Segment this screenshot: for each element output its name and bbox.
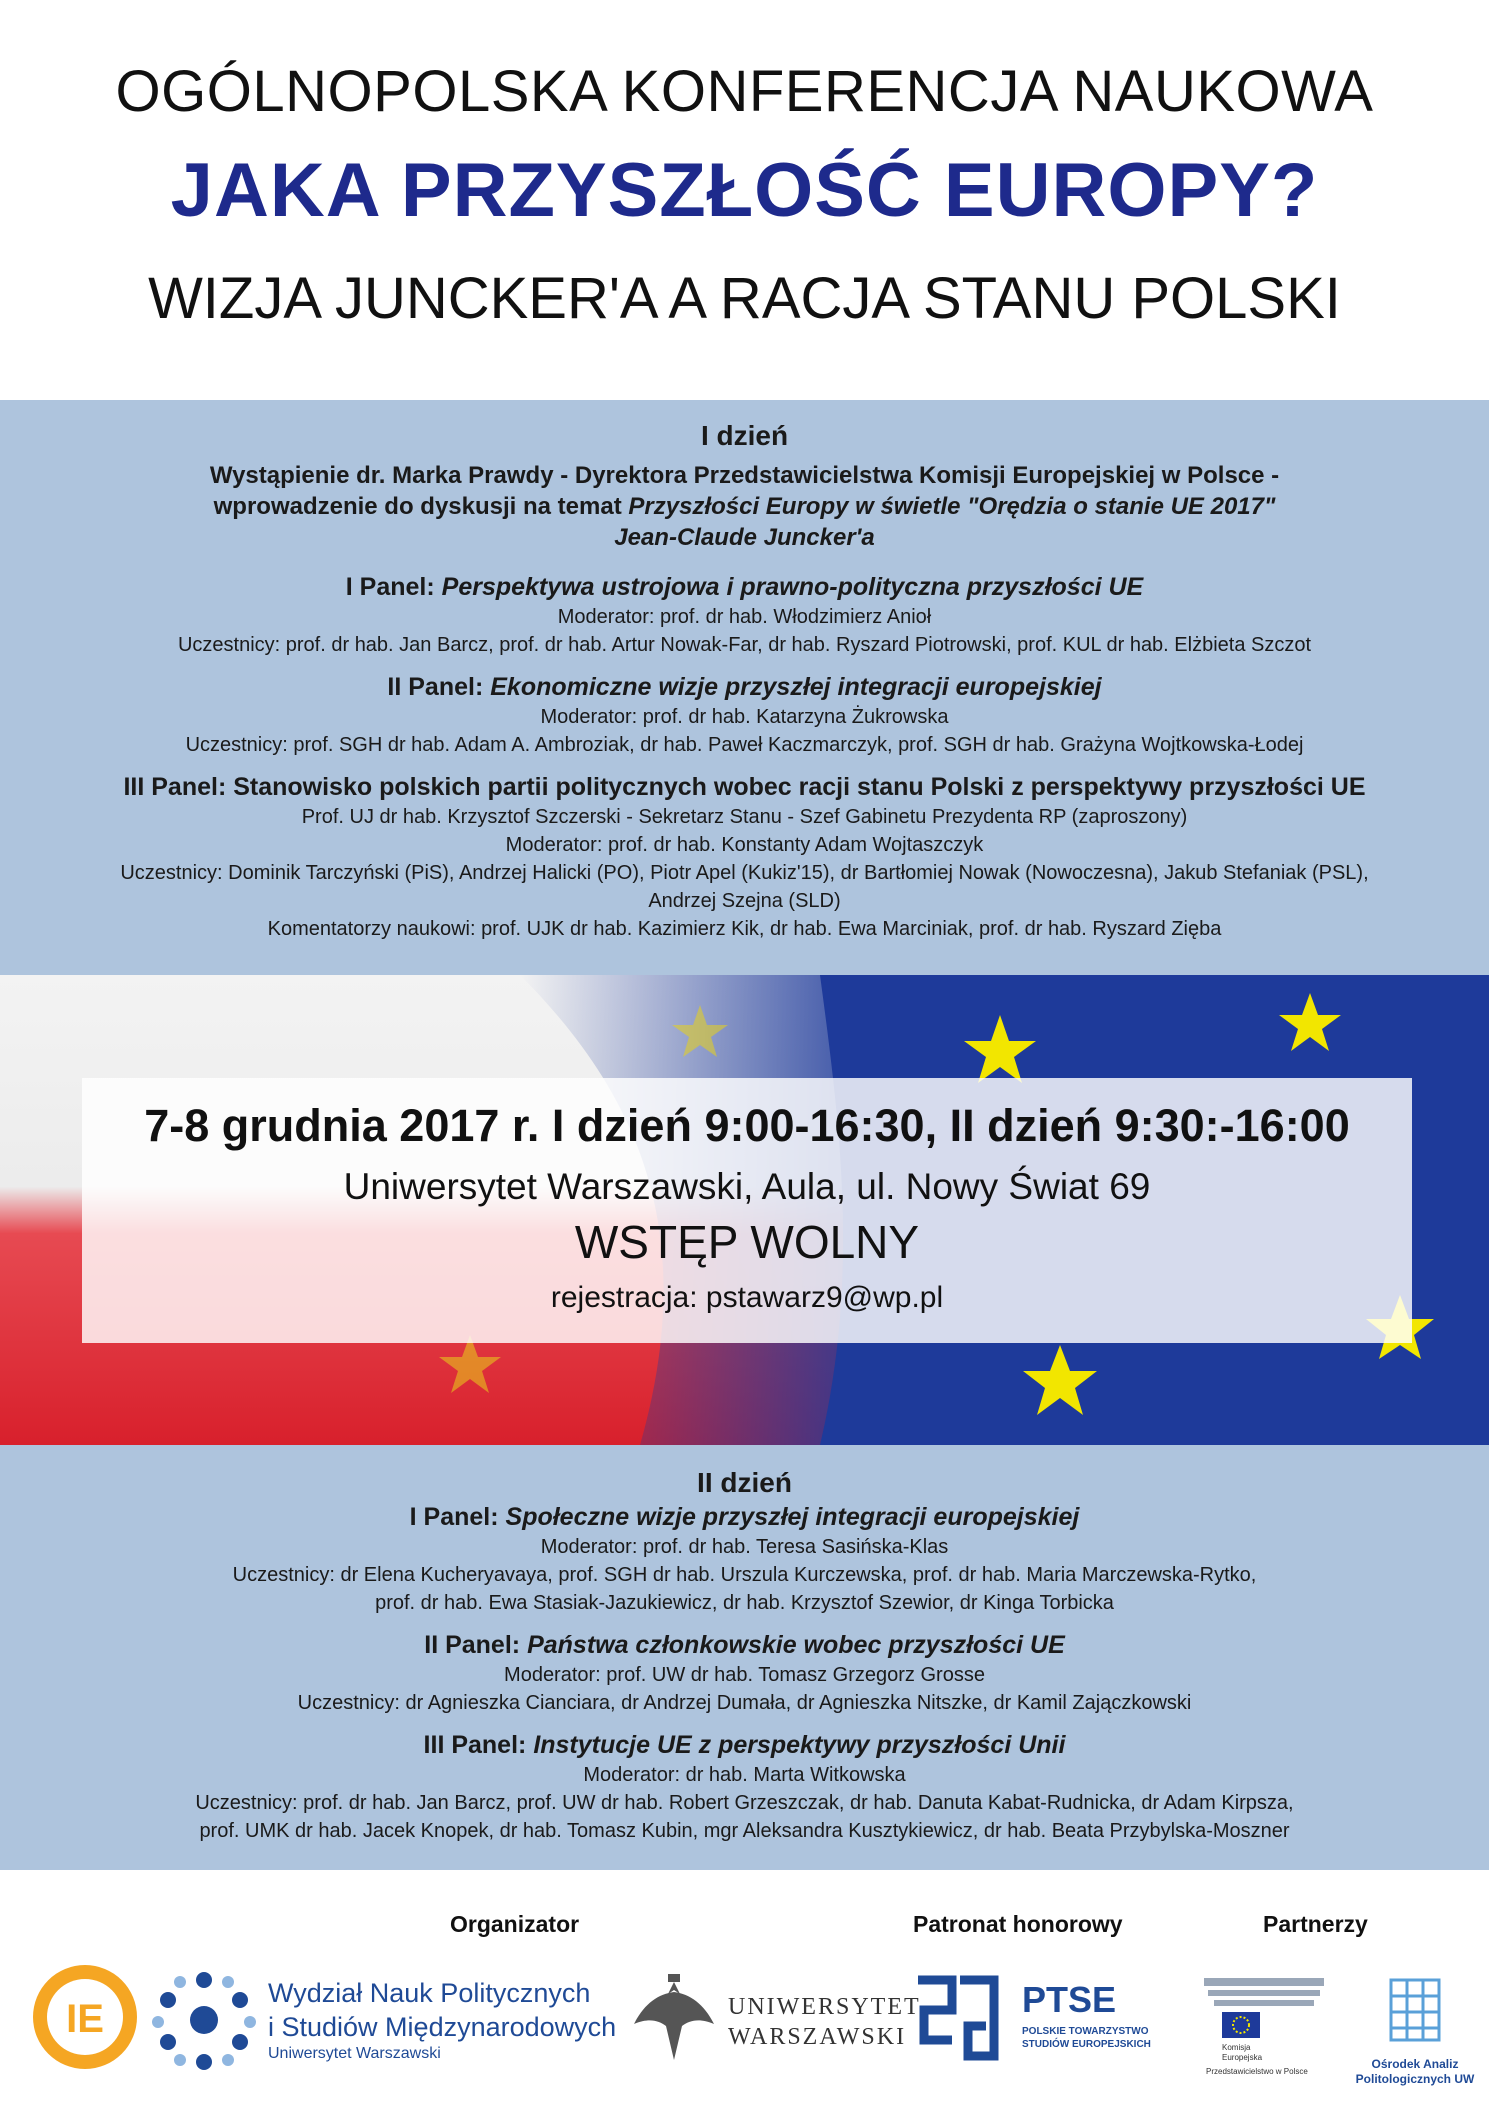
ec-name-line2: Europejska bbox=[1222, 2053, 1263, 2062]
conference-title: JAKA PRZYSZŁOŚĆ EUROPY? bbox=[170, 148, 1319, 233]
day1-program bbox=[0, 400, 1489, 975]
day1-intro-topic: Przyszłości Europy w świetle "Orędzia o stanie UE 2017" bbox=[628, 493, 1276, 520]
wnpism-name-line2: i Studiów Międzynarodowych bbox=[268, 2012, 617, 2042]
day1-intro-line3: Jean-Claude Juncker'a bbox=[614, 524, 875, 551]
osrodek-analiz-line1: Ośrodek Analiz bbox=[1371, 2057, 1459, 2071]
wnpism-name-line1: Wydział Nauk Politycznych bbox=[268, 1978, 591, 2008]
day1-panel3-participants-line2: Andrzej Szejna (SLD) bbox=[648, 890, 841, 912]
day1-intro-line2 bbox=[0, 491, 1489, 522]
day1-panel2-participants: Uczestnicy: prof. SGH dr hab. Adam A. Ambroziak, dr hab. Paweł Kaczmarczyk, prof. SGH dr hab. Grażyna Wojtkowska-Łodej bbox=[185, 734, 1304, 756]
day1-panel1-participants: Uczestnicy: prof. dr hab. Jan Barcz, prof. dr hab. Artur Nowak-Far, dr hab. Ryszard Piotrowski, prof. KUL dr hab. Elżbieta Szczot bbox=[177, 634, 1312, 656]
ptse-logo bbox=[912, 1970, 1160, 2066]
day2-program bbox=[0, 1445, 1489, 1870]
day2-panel1-participants-line2: prof. dr hab. Ewa Stasiak-Jazukiewicz, dr hab. Krzysztof Szewior, dr Kinga Torbicka bbox=[375, 1592, 1114, 1614]
conference-type-heading: OGÓLNOPOLSKA KONFERENCJA NAUKOWA bbox=[115, 59, 1374, 124]
day2-panel1-label: I Panel: bbox=[409, 1503, 506, 1531]
uw-name-line2: WARSZAWSKI bbox=[728, 2024, 907, 2050]
registration-email[interactable]: rejestracja: pstawarz9@wp.pl bbox=[550, 1281, 944, 1314]
day2-panel2-participants: Uczestnicy: dr Agnieszka Cianciara, dr Andrzej Dumała, dr Agnieszka Nitszke, dr Kamil Zajączkowski bbox=[297, 1692, 1192, 1714]
ec-name-line1: Komisja bbox=[1222, 2043, 1251, 2052]
institute-europeistyki-logo bbox=[30, 1962, 140, 2072]
uw-eagle-logo bbox=[628, 1964, 720, 2076]
sponsors-footer bbox=[0, 1870, 1489, 2105]
day2-panel2-label: II Panel: bbox=[424, 1631, 528, 1659]
day2-panel1-participants-line1: Uczestnicy: dr Elena Kucheryavaya, prof. SGH dr hab. Urszula Kurczewska, prof. dr hab. Maria Marczewska-Rytko, bbox=[232, 1564, 1257, 1586]
day1-panel3-participants-line1: Uczestnicy: Dominik Tarczyński (PiS), Andrzej Halicki (PO), Piotr Apel (Kukiz'15), dr Bartłomiej Nowak (Nowoczesna), Jakub Stefaniak (PSL), bbox=[120, 862, 1369, 884]
day2-panel3-moderator: Moderator: dr hab. Marta Witkowska bbox=[583, 1764, 906, 1786]
day1-panel3-guest: Prof. UJ dr hab. Krzysztof Szczerski - Sekretarz Stanu - Szef Gabinetu Prezydenta RP (zaproszony) bbox=[301, 806, 1188, 828]
day2-panel1-topic: Społeczne wizje przyszłej integracji europejskiej bbox=[505, 1503, 1080, 1531]
day2-panel3-participants-line1: Uczestnicy: prof. dr hab. Jan Barcz, prof. UW dr hab. Robert Grzeszczak, dr hab. Danuta Kabat-Rudnicka, dr Adam Kirpsza, bbox=[195, 1792, 1294, 1814]
osrodek-analiz-logo bbox=[1385, 1974, 1445, 2048]
patronage-label: Patronat honorowy bbox=[913, 1911, 1123, 1937]
conference-subtitle: WIZJA JUNCKER'A A RACJA STANU POLSKI bbox=[148, 266, 1341, 331]
partners-label: Partnerzy bbox=[1263, 1911, 1368, 1937]
day1-panel3-title: III Panel: Stanowisko polskich partii politycznych wobec racji stanu Polski z perspektywy przyszłości UE bbox=[123, 773, 1366, 801]
osrodek-analiz-line2: Politologicznych UW bbox=[1355, 2072, 1475, 2086]
day2-panel3-title bbox=[0, 1729, 1489, 1761]
day1-panel3-commentators: Komentatorzy naukowi: prof. UJK dr hab. Kazimierz Kik, dr hab. Ewa Marciniak, prof. dr hab. Ryszard Zięba bbox=[267, 918, 1222, 940]
event-date: 7-8 grudnia 2017 r. I dzień 9:00-16:30, II dzień 9:30:-16:00 bbox=[144, 1100, 1350, 1151]
ec-representation: Przedstawicielstwo w Polsce bbox=[1206, 2067, 1308, 2076]
day1-panel1-title bbox=[0, 571, 1489, 603]
day2-panel3-participants-line2: prof. UMK dr hab. Jacek Knopek, dr hab. Tomasz Kubin, mgr Aleksandra Kusztykiewicz, dr hab. Beata Przybylska-Moszner bbox=[199, 1820, 1290, 1842]
day1-panel3-moderator: Moderator: prof. dr hab. Konstanty Adam Wojtaszczyk bbox=[505, 834, 984, 856]
day1-intro-line2-text: wprowadzenie do dyskusji na temat bbox=[213, 493, 629, 520]
day1-panel2-title bbox=[0, 671, 1489, 703]
day1-panel2-topic: Ekonomiczne wizje przyszłej integracji europejskiej bbox=[490, 673, 1102, 701]
day1-panel1-topic: Perspektywa ustrojowa i prawno-polityczna przyszłości UE bbox=[441, 573, 1144, 601]
free-entry: WSTĘP WOLNY bbox=[574, 1216, 920, 1268]
poster-header bbox=[0, 0, 1489, 400]
european-commission-logo bbox=[1198, 1966, 1334, 2076]
day1-panel1-moderator: Moderator: prof. dr hab. Włodzimierz Anioł bbox=[557, 606, 932, 628]
ie-logo-letters: IE bbox=[66, 1997, 104, 2041]
day2-panel1-moderator: Moderator: prof. dr hab. Teresa Sasińska-Klas bbox=[540, 1536, 949, 1558]
day2-panel2-title bbox=[0, 1629, 1489, 1661]
day2-panel1-title bbox=[0, 1501, 1489, 1533]
day1-title: I dzień bbox=[700, 420, 789, 451]
event-info-box bbox=[82, 1078, 1412, 1343]
day1-panel2-moderator: Moderator: prof. dr hab. Katarzyna Żukrowska bbox=[540, 706, 949, 728]
uw-name bbox=[728, 1992, 921, 2052]
wnpism-logo bbox=[150, 1966, 258, 2074]
uw-name-line1: UNIWERSYTET bbox=[728, 1994, 921, 2020]
day2-panel3-label: III Panel: bbox=[423, 1731, 534, 1759]
day2-panel2-moderator: Moderator: prof. UW dr hab. Tomasz Grzegorz Grosse bbox=[504, 1664, 985, 1686]
day2-title: II dzień bbox=[697, 1467, 792, 1498]
day2-panel2-topic: Państwa członkowskie wobec przyszłości UE bbox=[527, 1631, 1065, 1659]
ptse-name-line1: POLSKIE TOWARZYSTWO bbox=[1022, 2026, 1149, 2037]
wnpism-name bbox=[268, 1976, 616, 2064]
event-venue: Uniwersytet Warszawski, Aula, ul. Nowy Świat 69 bbox=[343, 1166, 1151, 1207]
day1-intro-line1: Wystąpienie dr. Marka Prawdy - Dyrektora Przedstawicielstwa Komisji Europejskiej w Polsce - bbox=[209, 462, 1280, 489]
day1-panel2-label: II Panel: bbox=[387, 673, 491, 701]
flag-banner bbox=[0, 975, 1489, 1445]
osrodek-analiz-name bbox=[1355, 2057, 1475, 2087]
day2-panel3-topic: Instytucje UE z perspektywy przyszłości Unii bbox=[533, 1731, 1066, 1759]
day1-intro bbox=[0, 460, 1489, 553]
day1-panel1-label: I Panel: bbox=[345, 573, 442, 601]
organizer-label: Organizator bbox=[450, 1911, 580, 1937]
ptse-name-line2: STUDIÓW EUROPEJSKICH bbox=[1022, 2039, 1151, 2050]
ptse-abbreviation: PTSE bbox=[1022, 1979, 1117, 2020]
wnpism-university: Uniwersytet Warszawski bbox=[268, 2045, 441, 2062]
